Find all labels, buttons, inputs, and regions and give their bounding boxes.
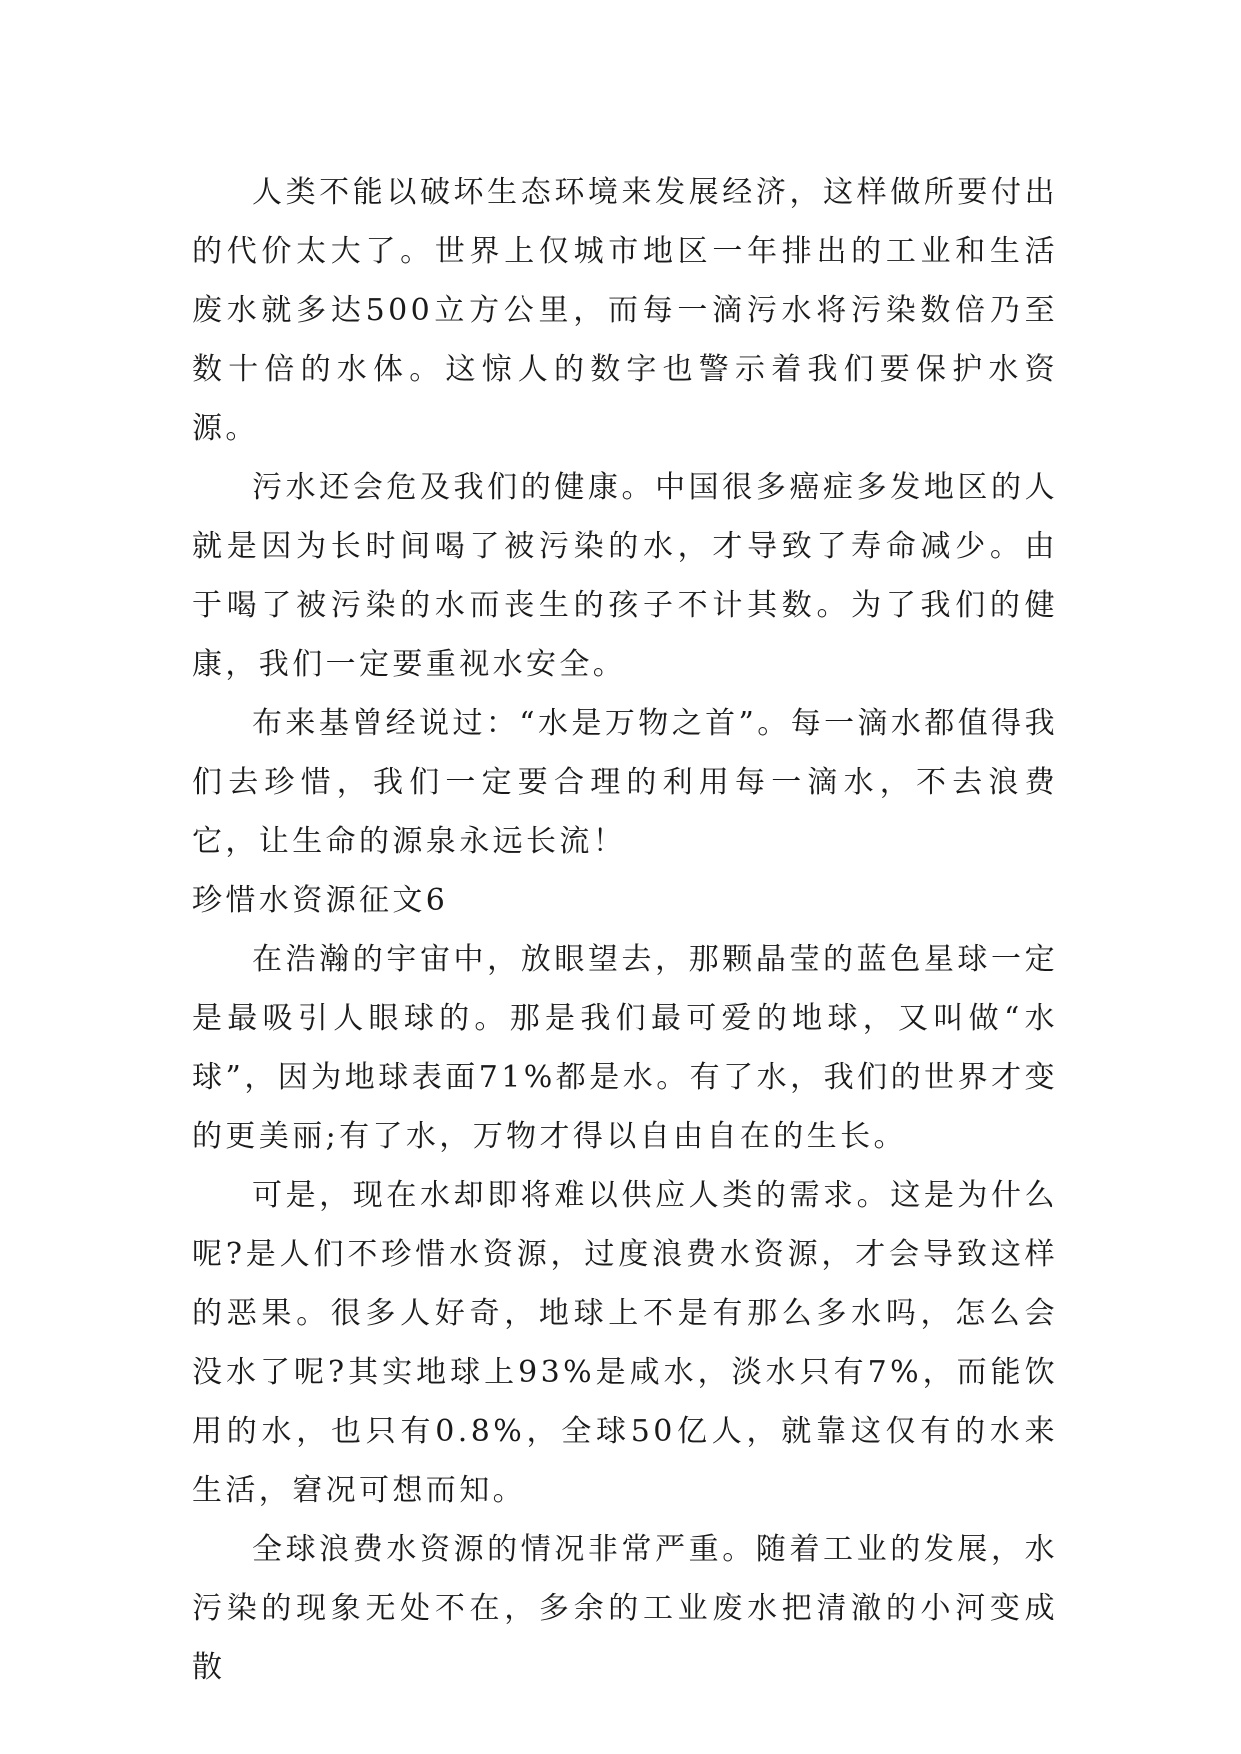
paragraph: 布来基曾经说过：“水是万物之首”。每一滴水都值得我们去珍惜，我们一定要合理的利用每一滴水，不去浪费它，让生命的源泉永远长流！: [192, 706, 1058, 859]
section-heading: 珍惜水资源征文6: [192, 883, 449, 918]
paragraph: 人类不能以破坏生态环境来发展经济，这样做所要付出的代价太大了。世界上仅城市地区一年排出的工业和生活废水就多达500立方公里，而每一滴污水将污染数倍乃至数十倍的水体。这惊人的数字也警示着我们要保护水资源。: [192, 175, 1058, 446]
paragraph: 在浩瀚的宇宙中，放眼望去，那颗晶莹的蓝色星球一定是最吸引人眼球的。那是我们最可爱的地球，又叫做“水球”，因为地球表面71%都是水。有了水，我们的世界才变的更美丽;有了水，万物才得以自由自在的生长。: [192, 942, 1058, 1154]
paragraph: 全球浪费水资源的情况非常严重。随着工业的发展，水污染的现象无处不在，多余的工业废水把清澈的小河变成散: [192, 1532, 1058, 1685]
document-page: [192, 163, 1058, 1697]
paragraph: 可是，现在水却即将难以供应人类的需求。这是为什么呢?是人们不珍惜水资源，过度浪费水资源，才会导致这样的恶果。很多人好奇，地球上不是有那么多水吗，怎么会没水了呢?其实地球上93%是咸水，淡水只有7%，而能饮用的水，也只有0.8%，全球50亿人，就靠这仅有的水来生活，窘况可想而知。: [192, 1178, 1058, 1508]
paragraph: 污水还会危及我们的健康。中国很多癌症多发地区的人就是因为长时间喝了被污染的水，才导致了寿命减少。由于喝了被污染的水而丧生的孩子不计其数。为了我们的健康，我们一定要重视水安全。: [192, 470, 1058, 682]
